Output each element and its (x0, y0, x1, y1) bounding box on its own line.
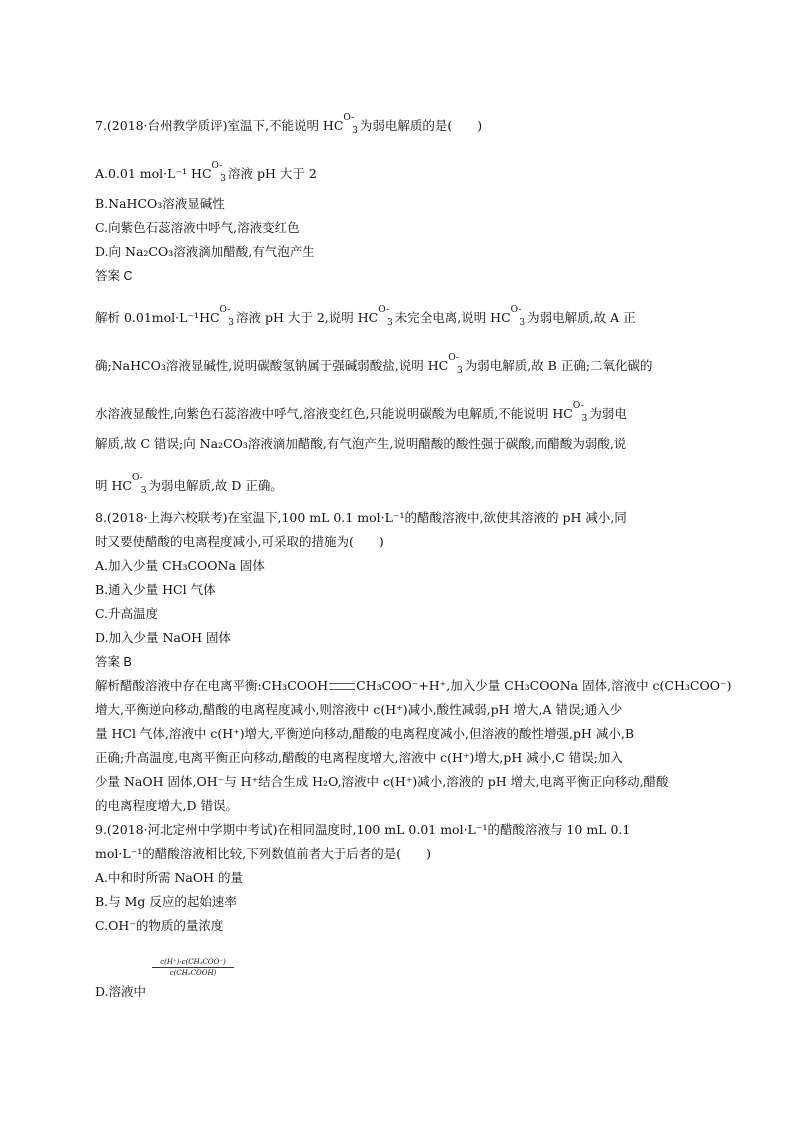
q9-option-b: B.与 Mg 反应的起始速率 (95, 894, 237, 909)
q7-stem-text-b: 为弱电解质的是( ) (359, 118, 483, 133)
q7-explanation-line-1 (95, 305, 636, 328)
q8-exp-text: 解析醋酸溶液中存在电离平衡:CH₃COOH (95, 678, 329, 693)
ion-o: O (510, 305, 519, 315)
ion-o: O (378, 305, 386, 315)
ion-subscript: 3 (140, 486, 147, 496)
q7-exp-text: 溶液 pH 大于 2,说明 HC (236, 310, 379, 325)
q8-explanation-line-2: 增大,平衡逆向移动,醋酸的电离程度减小,则溶液中 c(H⁺)减小,酸性减弱,pH 增大,A 错误;通入少 (95, 702, 623, 717)
hco3-ion (219, 305, 237, 328)
ion-charge: - (219, 161, 223, 171)
q7-exp-text: 确;NaHCO₃溶液显碱性,说明碳酸氢钠属于强碱弱酸盐,说明 HC (95, 358, 449, 373)
q8-explanation-line-1 (95, 678, 731, 694)
fraction-numerator: c(H⁺)·c(CH₃COO⁻) (152, 958, 234, 968)
q7-option-c: C.向紫色石蕊溶液中呼气,溶液变红色 (95, 220, 300, 235)
q8-option-d: D.加入少量 NaOH 固体 (95, 630, 232, 645)
q7-exp-text: 为弱电解质,故 D 正确。 (148, 478, 283, 493)
hco3-ion (131, 473, 149, 496)
q7-exp-text: 为弱电解质,故 B 正确;二氧化碳的 (464, 358, 653, 373)
ion-charge: - (385, 305, 389, 315)
q7-exp-text: 为弱电解质,故 A 正 (527, 310, 636, 325)
q9-stem-line-1: 9.(2018·河北定州中学期中考试)在相同温度时,100 mL 0.01 mol·L⁻¹的醋酸溶液与 10 mL 0.1 (95, 822, 631, 837)
q9-option-d: D.溶液中 (95, 984, 147, 999)
q7-option-b: B.NaHCO₃溶液显碱性 (95, 196, 225, 211)
q8-stem-line-1: 8.(2018·上海六校联考)在室温下,100 mL 0.1 mol·L⁻¹的醋酸溶液中,欲使其溶液的 pH 减小,同 (95, 510, 627, 525)
ion-subscript: 3 (228, 318, 235, 328)
hco3-ion (211, 161, 229, 184)
q8-explanation-line-4: 正确;升高温度,电离平衡正向移动,醋酸的电离程度增大,溶液中 c(H⁺)增大,pH 减小,C 错误;加入 (95, 750, 623, 765)
q7-exp-text: 水溶液显酸性,向紫色石蕊溶液中呼气,溶液变红色,只能说明碳酸为电解质,不能说明 HC (95, 406, 573, 421)
q7-exp-text: 为弱电 (589, 406, 627, 421)
q9-stem-line-2: mol·L⁻¹的醋酸溶液相比较,下列数值前者大于后者的是( ) (95, 846, 431, 861)
q8-answer: 答案 B (95, 655, 132, 669)
q7-explanation-line-5 (95, 473, 283, 496)
ion-charge: - (518, 305, 522, 315)
ion-charge: - (227, 305, 231, 315)
ion-o: O (131, 473, 140, 483)
ion-subscript: 3 (352, 126, 358, 136)
ion-charge: - (455, 353, 459, 363)
hco3-ion (343, 113, 360, 136)
ion-o: O (448, 353, 456, 363)
q7-answer: 答案 C (95, 269, 133, 283)
q8-option-a: A.加入少量 CH₃COONa 固体 (95, 558, 265, 573)
ion-subscript: 3 (519, 318, 526, 328)
q7-option-d: D.向 Na₂CO₃溶液滴加醋酸,有气泡产生 (95, 244, 315, 259)
q7-option-a-text-b: 溶液 pH 大于 2 (228, 166, 317, 181)
hco3-ion (378, 305, 395, 328)
ion-charge: - (580, 401, 584, 411)
equilibrium-arrow-icon (329, 683, 355, 690)
q7-explanation-line-4: 解质,故 C 错误;向 Na₂CO₃溶液滴加醋酸,有气泡产生,说明醋酸的酸性强于碳酸,而醋酸为弱酸,说 (95, 436, 627, 451)
hco3-ion (510, 305, 528, 328)
q7-explanation-line-3 (95, 401, 627, 424)
ion-o: O (219, 305, 228, 315)
q9-option-c: C.OH⁻的物质的量浓度 (95, 918, 224, 933)
q8-explanation-line-6: 的电离程度增大,D 错误。 (95, 798, 238, 813)
ion-subscript: 3 (456, 366, 463, 376)
q9-option-d-fraction (152, 958, 234, 977)
q7-option-a-text-a: A.0.01 mol·L⁻¹ HC (95, 166, 212, 181)
q8-explanation-line-5: 少量 NaOH 固体,OH⁻与 H⁺结合生成 H₂O,溶液中 c(H⁺)减小,溶液的 pH 增大,电离平衡正向移动,醋酸 (95, 774, 669, 789)
q8-stem-line-2: 时又要使醋酸的电离程度减小,可采取的措施为( ) (95, 534, 384, 549)
ion-subscript: 3 (387, 318, 393, 328)
q7-explanation-line-2 (95, 353, 653, 376)
ion-o: O (572, 401, 581, 411)
q7-exp-text: 明 HC (95, 478, 132, 493)
ion-subscript: 3 (220, 174, 227, 184)
ion-subscript: 3 (581, 414, 588, 424)
q7-stem (95, 113, 483, 136)
ion-o: O (343, 113, 352, 123)
q7-option-a (95, 161, 317, 184)
q7-exp-text: 未完全电离,说明 HC (394, 310, 511, 325)
q8-exp-text: CH₃COO⁻+H⁺,加入少量 CH₃COONa 固体,溶液中 c(CH₃COO⁻) (356, 678, 732, 693)
q7-exp-text: 解析 0.01mol·L⁻¹HC (95, 310, 220, 325)
fraction-denominator: c(CH₃COOH) (169, 969, 217, 977)
ion-charge: - (351, 113, 355, 123)
hco3-ion (448, 353, 465, 376)
q8-option-c: C.升高温度 (95, 606, 159, 621)
ion-o: O (211, 161, 220, 171)
hco3-ion (572, 401, 590, 424)
q7-stem-text-a: 7.(2018·台州教学质评)室温下,不能说明 HC (95, 118, 344, 133)
q9-option-a: A.中和时所需 NaOH 的量 (95, 870, 243, 885)
ion-charge: - (139, 473, 143, 483)
q8-option-b: B.通入少量 HCl 气体 (95, 582, 216, 597)
q8-explanation-line-3: 量 HCl 气体,溶液中 c(H⁺)增大,平衡逆向移动,醋酸的电离程度减小,但溶液的酸性增强,pH 减小,B (95, 726, 635, 741)
